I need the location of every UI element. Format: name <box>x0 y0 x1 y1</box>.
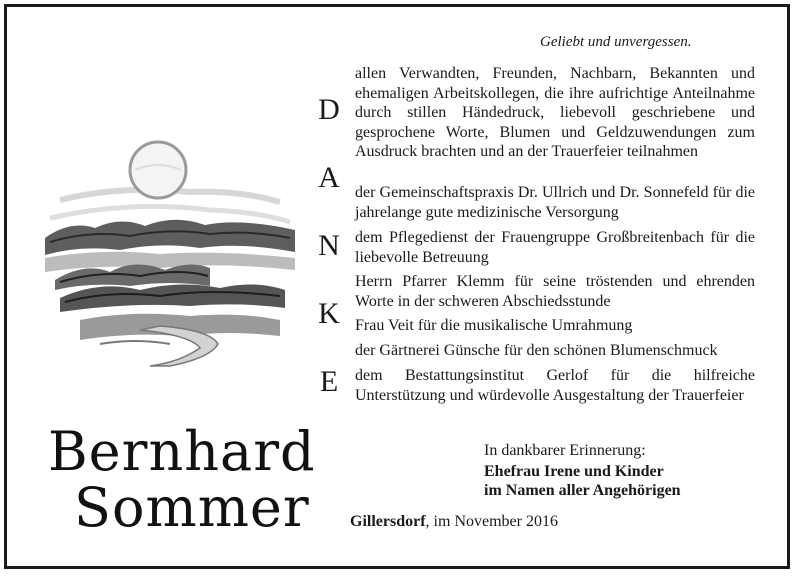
danke-letter-a: A <box>318 161 340 194</box>
thanks-paragraph: dem Pflegedienst der Frauengruppe Großbreitenbach für die liebevolle Betreuung <box>355 229 755 266</box>
danke-letter-d: D <box>318 93 340 126</box>
deceased-first-name: Bernhard <box>48 420 316 483</box>
date-text: , im November 2016 <box>425 513 558 530</box>
landscape-drawing <box>40 130 300 370</box>
danke-letter-e: E <box>319 365 339 398</box>
place-name: Gillersdorf <box>350 513 426 530</box>
danke-letter-n: N <box>318 229 340 262</box>
motto: Geliebt und unvergessen. <box>540 34 692 50</box>
thanks-paragraph: der Gärtnerei Günsche für den schönen Blumenschmuck <box>355 342 718 359</box>
deceased-last-name: Sommer <box>74 476 310 539</box>
family-line: Ehefrau Irene und Kinder <box>484 463 664 480</box>
sun-icon <box>130 142 186 198</box>
thanks-paragraph: allen Verwandten, Freunden, Nachbarn, Bekannten und ehemaligen Arbeitskollegen, die ihre aufrichtige Anteilnahme durch stillen Händedruck, liebevoll geschriebene und gesprochene Worte, Blumen und Geldzuwendungen zum Ausdruck brachten und an der Trauerfeier teilnahmen <box>355 65 755 160</box>
memory-line: In dankbarer Erinnerung: <box>484 442 646 459</box>
family-line: im Namen aller Angehörigen <box>484 482 681 499</box>
thanks-paragraph: Herrn Pfarrer Klemm für seine tröstenden und ehrenden Worte in der schweren Abschiedsstunde <box>355 273 755 310</box>
thanks-paragraph: dem Bestattungsinstitut Gerlof für die hilfreiche Unterstützung und würdevolle Ausgestaltung der Trauerfeier <box>355 367 755 404</box>
place-date <box>350 513 558 531</box>
thanks-paragraph: Frau Veit für die musikalische Umrahmung <box>355 317 633 334</box>
thanks-paragraph: der Gemeinschaftspraxis Dr. Ullrich und Dr. Sonnefeld für die jahrelange gute medizinische Versorgung <box>355 184 755 221</box>
danke-letter-k: K <box>318 297 340 330</box>
